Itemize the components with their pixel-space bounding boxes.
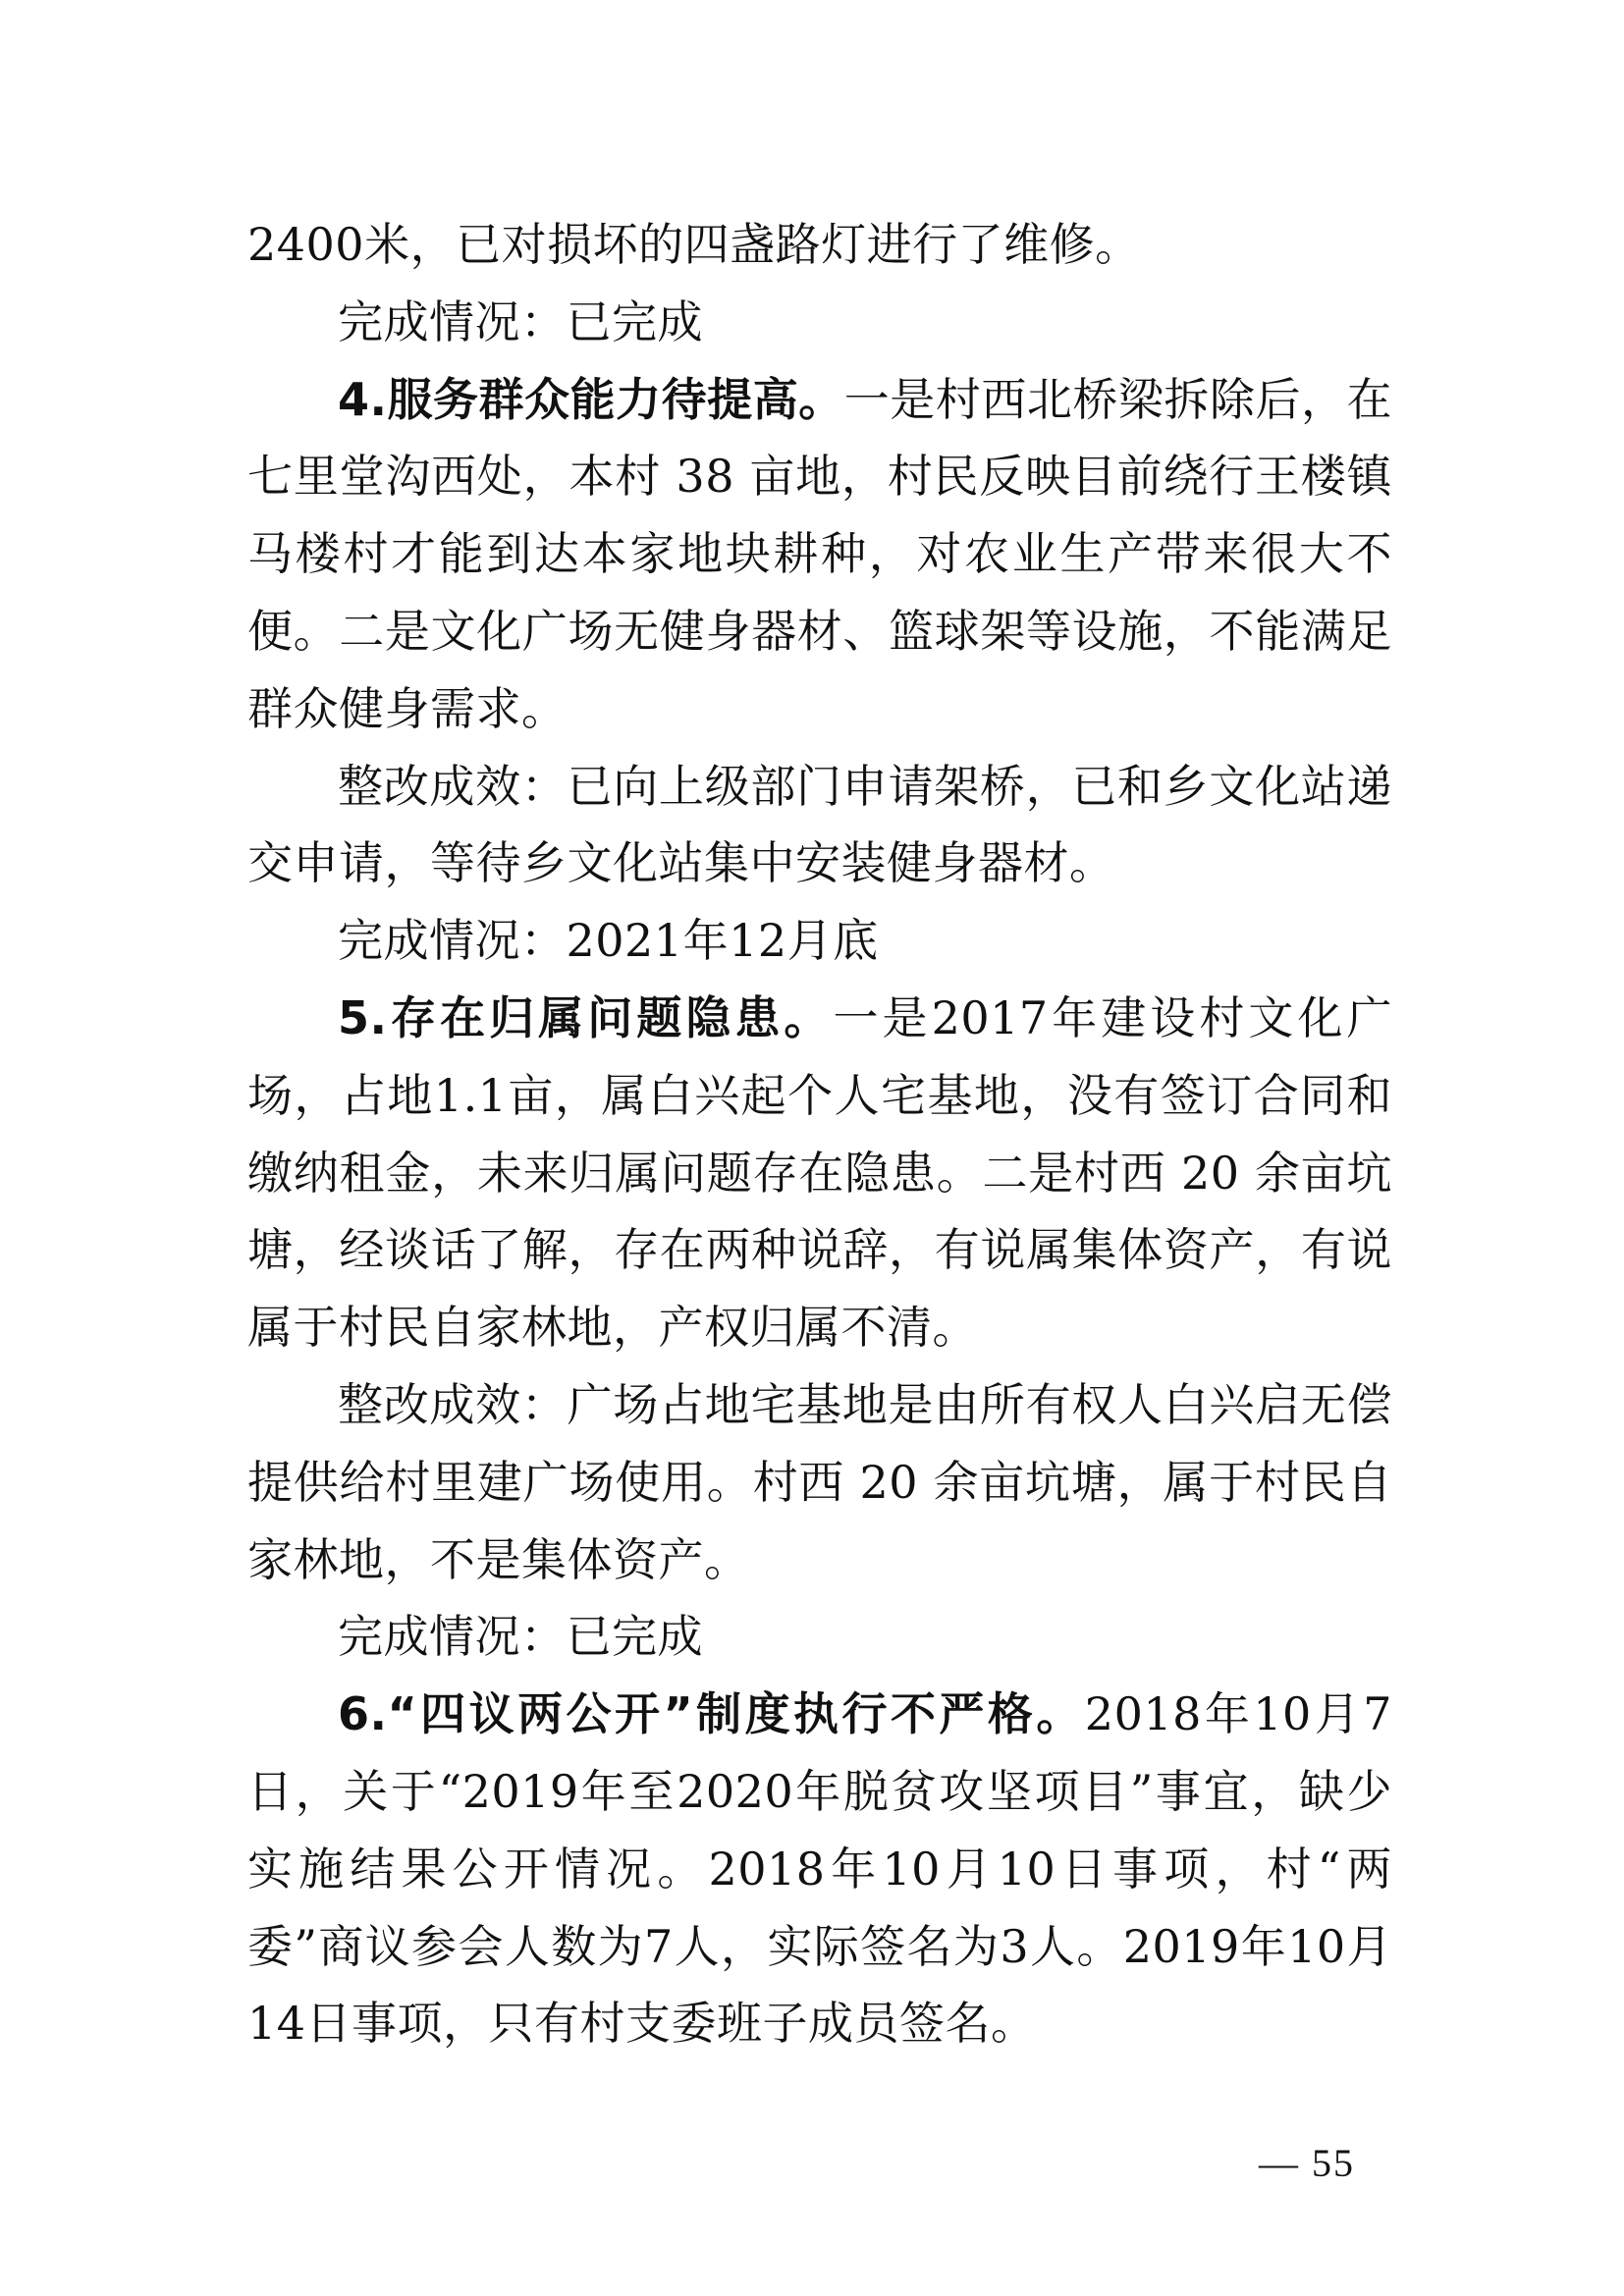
issue-6-body: 2018年10月7日，关于“2019年至2020年脱贫攻坚项目”事宜，缺少实施结果公开情况。2018年10月10日事项，村“两委”商议参会人数为7人，实际签名为3人。2019年10月14日事项，只有村支委班子成员签名。 — [247, 1687, 1392, 2051]
issue-5-heading: 5.存在归属问题隐患。 — [338, 990, 834, 1044]
completion-status-1: 完成情况：已完成 — [338, 294, 703, 348]
rectification-result-4: 整改成效：已向上级部门申请架桥，已和乡文化站递交申请，等待乡文化站集中安装健身器材。 — [247, 759, 1392, 890]
document-body — [247, 206, 1392, 2062]
issue-4-heading: 4.服务群众能力待提高。 — [338, 372, 844, 426]
completion-status-4: 完成情况：2021年12月底 — [338, 914, 879, 968]
issue-4-paragraph — [247, 361, 1392, 748]
issue-4-body: 一是村西北桥梁拆除后，在七里堂沟西处，本村 38 亩地，村民反映目前绕行王楼镇马楼村才能到达本家地块耕种，对农业生产带来很大不便。二是文化广场无健身器材、篮球架等设施，不能满足群众健身需求。 — [247, 372, 1393, 735]
issue-6-heading: 6.“四议两公开”制度执行不严格。 — [338, 1687, 1085, 1741]
completion-status-5: 完成情况：已完成 — [338, 1610, 703, 1664]
issue-5-paragraph — [247, 980, 1392, 1366]
rectification-result-5: 整改成效：广场占地宅基地是由所有权人白兴启无偿提供给村里建广场使用。村西 20 余亩坑塘，属于村民自家林地，不是集体资产。 — [247, 1377, 1392, 1586]
issue-6-paragraph — [247, 1676, 1392, 2062]
page-number: — 55 — [1259, 2141, 1355, 2185]
issue-5-body: 一是2017年建设村文化广场，占地1.1亩，属白兴起个人宅基地，没有签订合同和缴纳租金，未来归属问题存在隐患。二是村西 20 余亩坑塘，经谈话了解，存在两种说辞，有说属集体资产，有说属于村民自家林地，产权归属不清。 — [247, 990, 1392, 1355]
paragraph-street-lights: 2400米，已对损坏的四盏路灯进行了维修。 — [247, 218, 1141, 271]
